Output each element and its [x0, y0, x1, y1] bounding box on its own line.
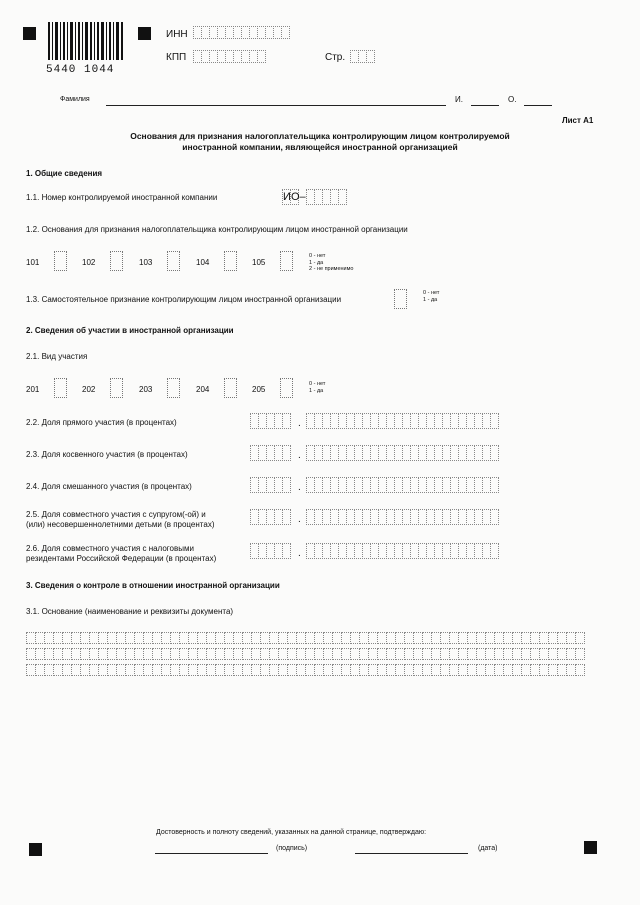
- legend-1-3-yes: 1 - да: [423, 296, 438, 303]
- inn-field[interactable]: [193, 26, 289, 39]
- legend-2-1-yes: 1 - да: [309, 387, 324, 394]
- share-2-3-separator: .: [298, 450, 301, 461]
- code-204-label: 204: [196, 385, 210, 394]
- legend-1-3-no: 0 - нет: [423, 290, 440, 296]
- signature-label: (подпись): [276, 845, 308, 852]
- share-2-5-separator: .: [298, 514, 301, 525]
- code-202-field[interactable]: [110, 378, 123, 398]
- code-101-label: 101: [26, 258, 40, 267]
- share-2-6-fraction[interactable]: [306, 543, 498, 559]
- code-201-field[interactable]: [54, 378, 67, 398]
- company-number-field[interactable]: [282, 189, 346, 205]
- legend-1-2: [309, 253, 353, 273]
- section3-heading: 3. Сведения о контроле в отношении иностранной организации: [26, 581, 280, 590]
- code-203-field[interactable]: [167, 378, 180, 398]
- page-field[interactable]: [350, 50, 374, 63]
- item-2-5-label-line2: (или) несовершеннолетними детьми (в процентах): [26, 520, 215, 529]
- corner-marker-top-left: [23, 27, 36, 40]
- signature-field[interactable]: [155, 853, 268, 854]
- code-201-label: 201: [26, 385, 40, 394]
- sheet-label: Лист А1: [562, 116, 594, 125]
- share-2-2-fraction[interactable]: [306, 413, 498, 429]
- date-label: (дата): [478, 845, 498, 852]
- initial-o-field[interactable]: [524, 105, 552, 106]
- item-2-5-label: [26, 510, 214, 530]
- item-3-1-label: 3.1. Основание (наименование и реквизиты документа): [26, 607, 234, 616]
- code-205-label: 205: [252, 385, 266, 394]
- code-204-field[interactable]: [224, 378, 237, 398]
- code-101-field[interactable]: [54, 251, 67, 271]
- page-label: Стр.: [325, 52, 346, 63]
- code-102-label: 102: [82, 258, 96, 267]
- kpp-label: КПП: [166, 52, 187, 63]
- item-2-3-label: 2.3. Доля косвенного участия (в процентах): [26, 450, 188, 459]
- item-2-4-label: 2.4. Доля смешанного участия (в процентах): [26, 482, 192, 491]
- item-1-1-label: 1.1. Номер контролируемой иностранной компании: [26, 193, 218, 202]
- company-prefix-i: И: [283, 191, 291, 203]
- item-2-2-label: 2.2. Доля прямого участия (в процентах): [26, 418, 177, 427]
- code-203-label: 203: [139, 385, 153, 394]
- code-105-label: 105: [252, 258, 266, 267]
- section1-heading: 1. Общие сведения: [26, 169, 103, 178]
- code-205-field[interactable]: [280, 378, 293, 398]
- barcode-bars: [46, 22, 126, 60]
- item-1-3-field[interactable]: [394, 289, 407, 309]
- barcode: [46, 22, 126, 76]
- basis-document-field-line1[interactable]: [26, 632, 584, 644]
- share-2-5-fraction[interactable]: [306, 509, 498, 525]
- share-2-4-fraction[interactable]: [306, 477, 498, 493]
- section2-heading: 2. Сведения об участии в иностранной организации: [26, 326, 234, 335]
- share-2-2-integer[interactable]: [250, 413, 290, 429]
- share-2-6-separator: .: [298, 548, 301, 559]
- code-202-label: 202: [82, 385, 96, 394]
- legend-1-2-yes: 1 - да: [309, 259, 324, 266]
- code-104-field[interactable]: [224, 251, 237, 271]
- page-title-line1: Основания для признания налогоплательщика контролирующим лицом контролируемой: [130, 131, 510, 141]
- corner-marker-bottom-left: [29, 843, 42, 856]
- code-103-field[interactable]: [167, 251, 180, 271]
- legend-2-1: [309, 381, 325, 394]
- date-field[interactable]: [355, 853, 468, 854]
- company-prefix-o: О: [291, 191, 300, 203]
- corner-marker-bottom-right: [584, 841, 597, 854]
- share-2-6-integer[interactable]: [250, 543, 290, 559]
- initial-i-label: И.: [455, 95, 463, 104]
- share-2-4-separator: .: [298, 482, 301, 493]
- page-title: [20, 131, 620, 153]
- share-2-3-fraction[interactable]: [306, 445, 498, 461]
- item-2-1-label: 2.1. Вид участия: [26, 352, 88, 361]
- corner-marker-top-right: [138, 27, 151, 40]
- item-2-6-label-line1: 2.6. Доля совместного участия с налоговыми: [26, 544, 194, 553]
- item-2-5-label-line1: 2.5. Доля совместного участия с супругом(-ой) и: [26, 510, 206, 519]
- code-105-field[interactable]: [280, 251, 293, 271]
- confirm-text: Достоверность и полноту сведений, указанных на данной странице, подтверждаю:: [156, 829, 427, 836]
- code-102-field[interactable]: [110, 251, 123, 271]
- legend-1-3: [423, 290, 439, 303]
- legend-2-1-no: 0 - нет: [309, 381, 326, 387]
- initial-i-field[interactable]: [471, 105, 499, 106]
- kpp-field[interactable]: [193, 50, 265, 63]
- surname-field[interactable]: [106, 105, 446, 106]
- basis-document-field-line3[interactable]: [26, 664, 584, 676]
- surname-label: Фамилия: [60, 96, 90, 103]
- inn-label: ИНН: [166, 29, 188, 40]
- legend-1-2-no: 0 - нет: [309, 253, 326, 259]
- basis-document-field-line2[interactable]: [26, 648, 584, 660]
- item-1-2-label: 1.2. Основания для признания налогоплательщика контролирующим лицом иностранной организации: [26, 225, 408, 234]
- company-prefix-dash: –: [299, 191, 306, 203]
- legend-1-2-na: 2 - не применимо: [309, 266, 354, 272]
- share-2-4-integer[interactable]: [250, 477, 290, 493]
- item-2-6-label: [26, 544, 216, 564]
- initial-o-label: О.: [508, 95, 517, 104]
- code-103-label: 103: [139, 258, 153, 267]
- share-2-5-integer[interactable]: [250, 509, 290, 525]
- item-1-3-label: 1.3. Самостоятельное признание контролирующим лицом иностранной организации: [26, 295, 342, 304]
- share-2-3-integer[interactable]: [250, 445, 290, 461]
- share-2-2-separator: .: [298, 418, 301, 429]
- code-104-label: 104: [196, 258, 210, 267]
- barcode-number: 5440 1044: [46, 64, 115, 76]
- page-title-line2: иностранной компании, являющейся иностранной организацией: [182, 142, 458, 152]
- item-2-6-label-line2: резидентами Российской Федерации (в процентах): [26, 554, 217, 563]
